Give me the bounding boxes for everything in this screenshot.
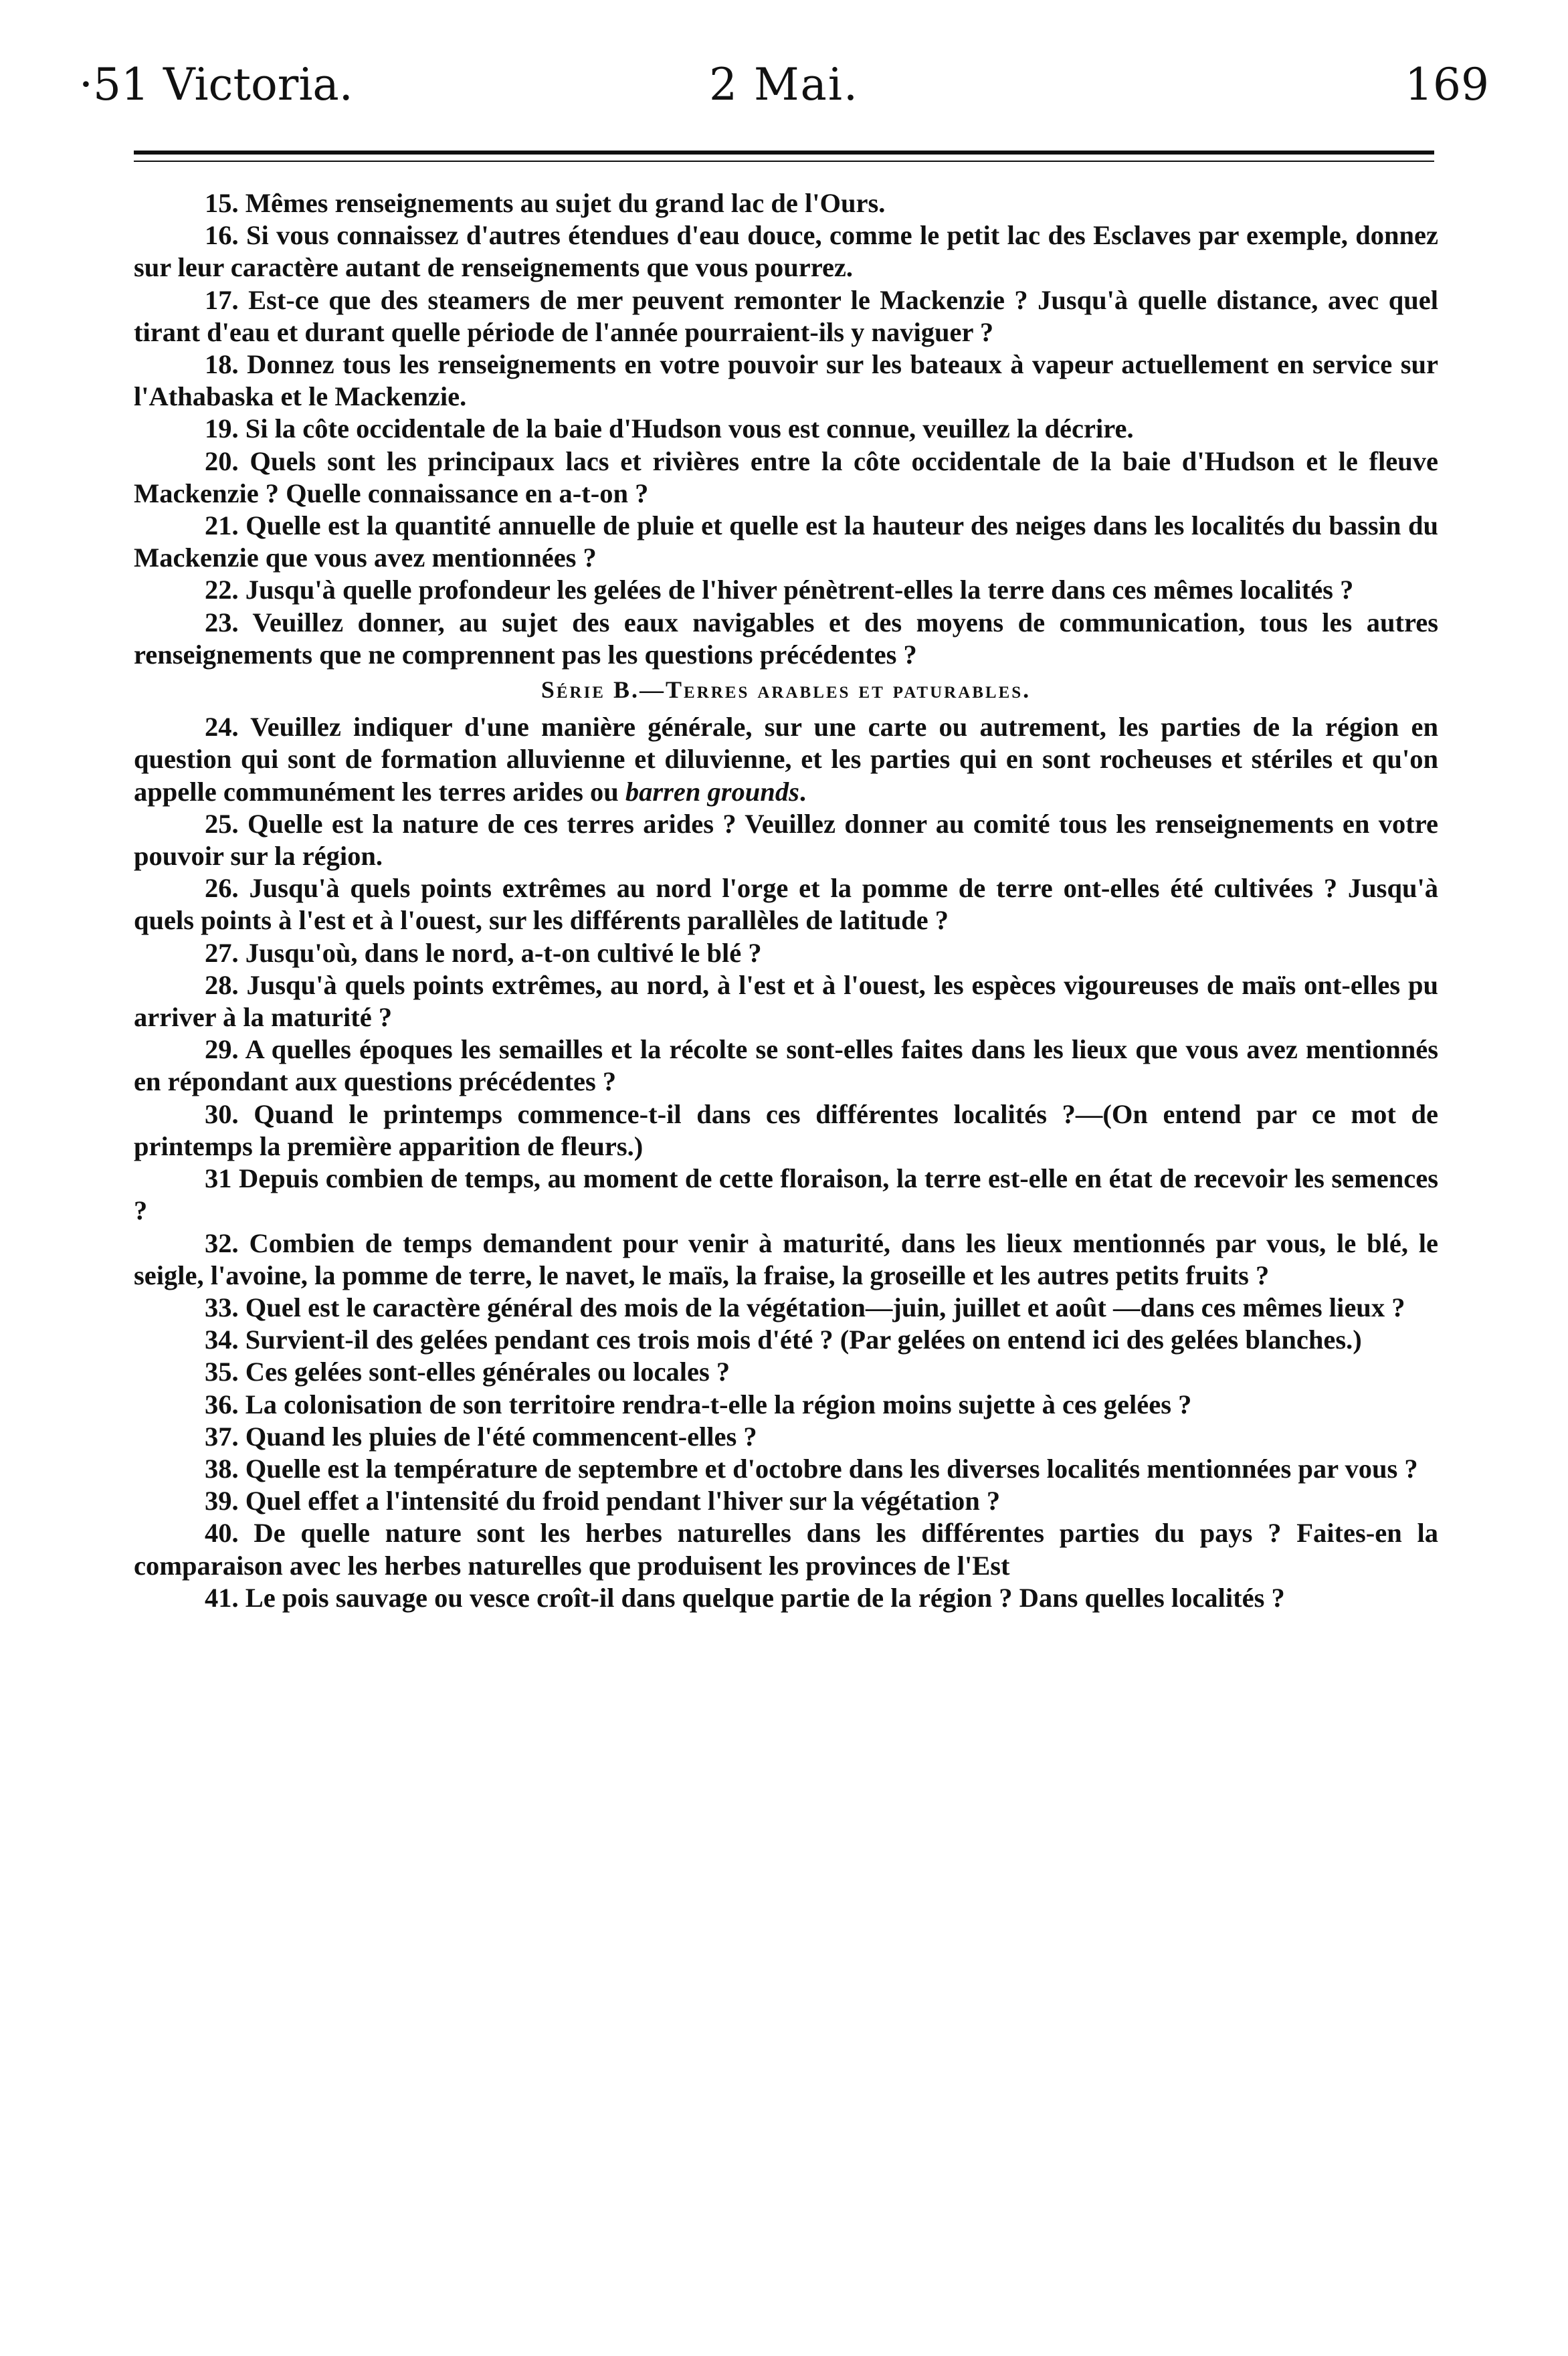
question-paragraph [134,1034,1438,1098]
question-text: Quel effet a l'intensité du froid pendant l'hiver sur la végétation ? [245,1486,1001,1516]
question-text: Ces gelées sont-elles générales ou locales ? [245,1357,730,1387]
question-text: Jusqu'à quels points extrêmes au nord l'orge et la pomme de terre ont-elles été cultivées ? Jusqu'à quels points à l'est et à l'ouest, sur les différents parallèles de latitude ? [134,873,1438,936]
question-paragraph [134,187,1438,219]
question-number: 32. [205,1228,239,1258]
question-text: Jusqu'où, dans le nord, a-t-on cultivé le blé ? [245,937,762,968]
question-paragraph [134,1324,1438,1356]
question-paragraph [134,574,1438,606]
question-text: Si vous connaissez d'autres étendues d'eau douce, comme le petit lac des Esclaves par exemple, donnez sur leur caractère autant de renseignements que vous pourrez. [134,220,1438,283]
question-paragraph [134,413,1438,445]
question-number: 40. [205,1518,239,1549]
question-paragraph [134,1356,1438,1388]
question-text: Jusqu'à quelle profondeur les gelées de l'hiver pénètrent-elles la terre dans ces mêmes localités ? [245,575,1354,605]
question-text: Donnez tous les renseignements en votre pouvoir sur les bateaux à vapeur actuellement en service sur l'Athabaska et le Mackenzie. [134,349,1438,412]
question-paragraph [134,872,1438,937]
question-text: Est-ce que des steamers de mer peuvent remonter le Mackenzie ? Jusqu'à quelle distance, avec quel tirant d'eau et durant quelle période de l'année pourraient-ils y naviguer ? [134,284,1438,347]
section-heading: Série B.—Terres arables et paturables. [541,676,1032,704]
question-paragraph [134,284,1438,349]
body-text [134,187,1438,1614]
question-paragraph [134,1228,1438,1292]
question-paragraph [134,510,1438,574]
question-paragraph [134,937,1438,969]
question-number: 33. [205,1292,239,1322]
question-paragraph [134,1098,1438,1163]
question-number: 41. [205,1582,239,1613]
page-number: 169 [1405,59,1489,110]
question-list-b [134,711,1438,1614]
question-paragraph [134,808,1438,872]
question-number: 16. [205,220,239,251]
question-paragraph [134,1517,1438,1581]
question-paragraph [134,607,1438,671]
question-number: 21. [205,510,239,541]
question-number: 34. [205,1324,239,1355]
question-number: 17. [205,284,239,315]
question-number: 38. [205,1453,239,1484]
question-number: 27. [205,937,239,968]
question-text: Survient-il des gelées pendant ces trois mois d'été ? (Par gelées on entend ici des gelées blanches.) [245,1324,1362,1355]
question-text: Quand le printemps commence-t-il dans ces différentes localités ?—(On entend par ce mot de printemps la première apparition de fleurs.) [134,1098,1439,1161]
running-head-left: ·51 Victoria. [79,59,353,110]
question-paragraph [134,1453,1438,1485]
question-text: Le pois sauvage ou vesce croît-il dans quelque partie de la région ? Dans quelles localités ? [245,1582,1285,1613]
question-number: 28. [205,969,239,1000]
question-list-a [134,187,1438,671]
question-text: Quel est le caractère général des mois de la végétation—juin, juillet et août —dans ces mêmes lieux ? [245,1292,1405,1322]
question-number: 36. [205,1389,239,1419]
question-paragraph [134,1389,1438,1421]
question-text: Quelle est la température de septembre et d'octobre dans les diverses localités mentionnées par vous ? [245,1453,1418,1484]
question-text: Quand les pluies de l'été commencent-elles ? [245,1421,757,1452]
question-number: 30. [205,1098,239,1129]
question-text: Depuis combien de temps, au moment de cette floraison, la terre est-elle en état de recevoir les semences ? [134,1163,1438,1226]
header-rule-thick [134,151,1434,155]
question-number: 15. [205,188,239,218]
question-paragraph [134,219,1438,284]
question-text: De quelle nature sont les herbes naturelles dans les différentes parties du pays ? Faites-en la comparaison avec les herbes naturelles que produisent les provinces de l'Est [134,1518,1439,1581]
question-paragraph [134,1163,1438,1227]
question-paragraph [134,349,1438,413]
question-text: Veuillez donner, au sujet des eaux navigables et des moyens de communication, tous les autres renseignements que ne comprennent pas les questions précédentes ? [134,607,1438,670]
question-text: Quels sont les principaux lacs et rivières entre la côte occidentale de la baie d'Hudson et le fleuve Mackenzie ? Quelle connaissance en a-t-on ? [134,446,1438,508]
question-number: 26. [205,873,239,904]
question-number: 23. [205,607,239,637]
question-number: 18. [205,349,239,380]
question-paragraph [134,1485,1438,1517]
question-number: 24. [205,712,239,743]
question-text: La colonisation de son territoire rendra-t-elle la région moins sujette à ces gelées ? [245,1389,1192,1419]
question-number: 20. [205,446,239,476]
question-number: 39. [205,1486,239,1516]
question-number: 29. [205,1034,239,1065]
page-header [79,59,1489,132]
question-number: 35. [205,1357,239,1387]
question-paragraph [134,711,1438,808]
question-text-tail: . [799,776,806,807]
question-number: 25. [205,808,239,839]
question-text: Quelle est la quantité annuelle de pluie et quelle est la hauteur des neiges dans les localités du bassin du Mackenzie que vous avez mentionnées ? [134,510,1439,573]
question-number: 37. [205,1421,239,1452]
running-head-center: 2 Mai. [709,59,859,110]
question-paragraph [134,1292,1438,1324]
question-text: Si la côte occidentale de la baie d'Hudson vous est connue, veuillez la décrire. [245,413,1134,444]
header-rule-thin [134,161,1434,162]
question-text: Mêmes renseignements au sujet du grand lac de l'Ours. [245,188,886,218]
question-number: 31 [205,1163,232,1194]
question-number: 19. [205,413,239,444]
italic-term: barren grounds [625,776,799,807]
question-text: Jusqu'à quels points extrêmes, au nord, à l'est et à l'ouest, les espèces vigoureuses de maïs ont-elles pu arriver à la maturité ? [134,969,1438,1033]
question-text: Quelle est la nature de ces terres arides ? Veuillez donner au comité tous les renseignements en votre pouvoir sur la région. [134,808,1438,872]
question-paragraph [134,969,1438,1034]
question-paragraph [134,1421,1438,1453]
question-paragraph [134,446,1438,510]
question-number: 22. [205,575,239,605]
question-text: Veuillez indiquer d'une manière générale, sur une carte ou autrement, les parties de la région en question qui sont de formation alluvienne et diluvienne, et les parties qui en sont rocheuses et stériles et qu'on appelle communément les terres arides ou [134,712,1438,807]
question-text: Combien de temps demandent pour venir à maturité, dans les lieux mentionnés par vous, le blé, le seigle, l'avoine, la pomme de terre, le navet, le maïs, la fraise, la groseille et les autres petits fruits ? [134,1228,1439,1290]
question-text: A quelles époques les semailles et la récolte se sont-elles faites dans les lieux que vous avez mentionnés en répondant aux questions précédentes ? [134,1034,1438,1097]
question-paragraph [134,1582,1438,1614]
